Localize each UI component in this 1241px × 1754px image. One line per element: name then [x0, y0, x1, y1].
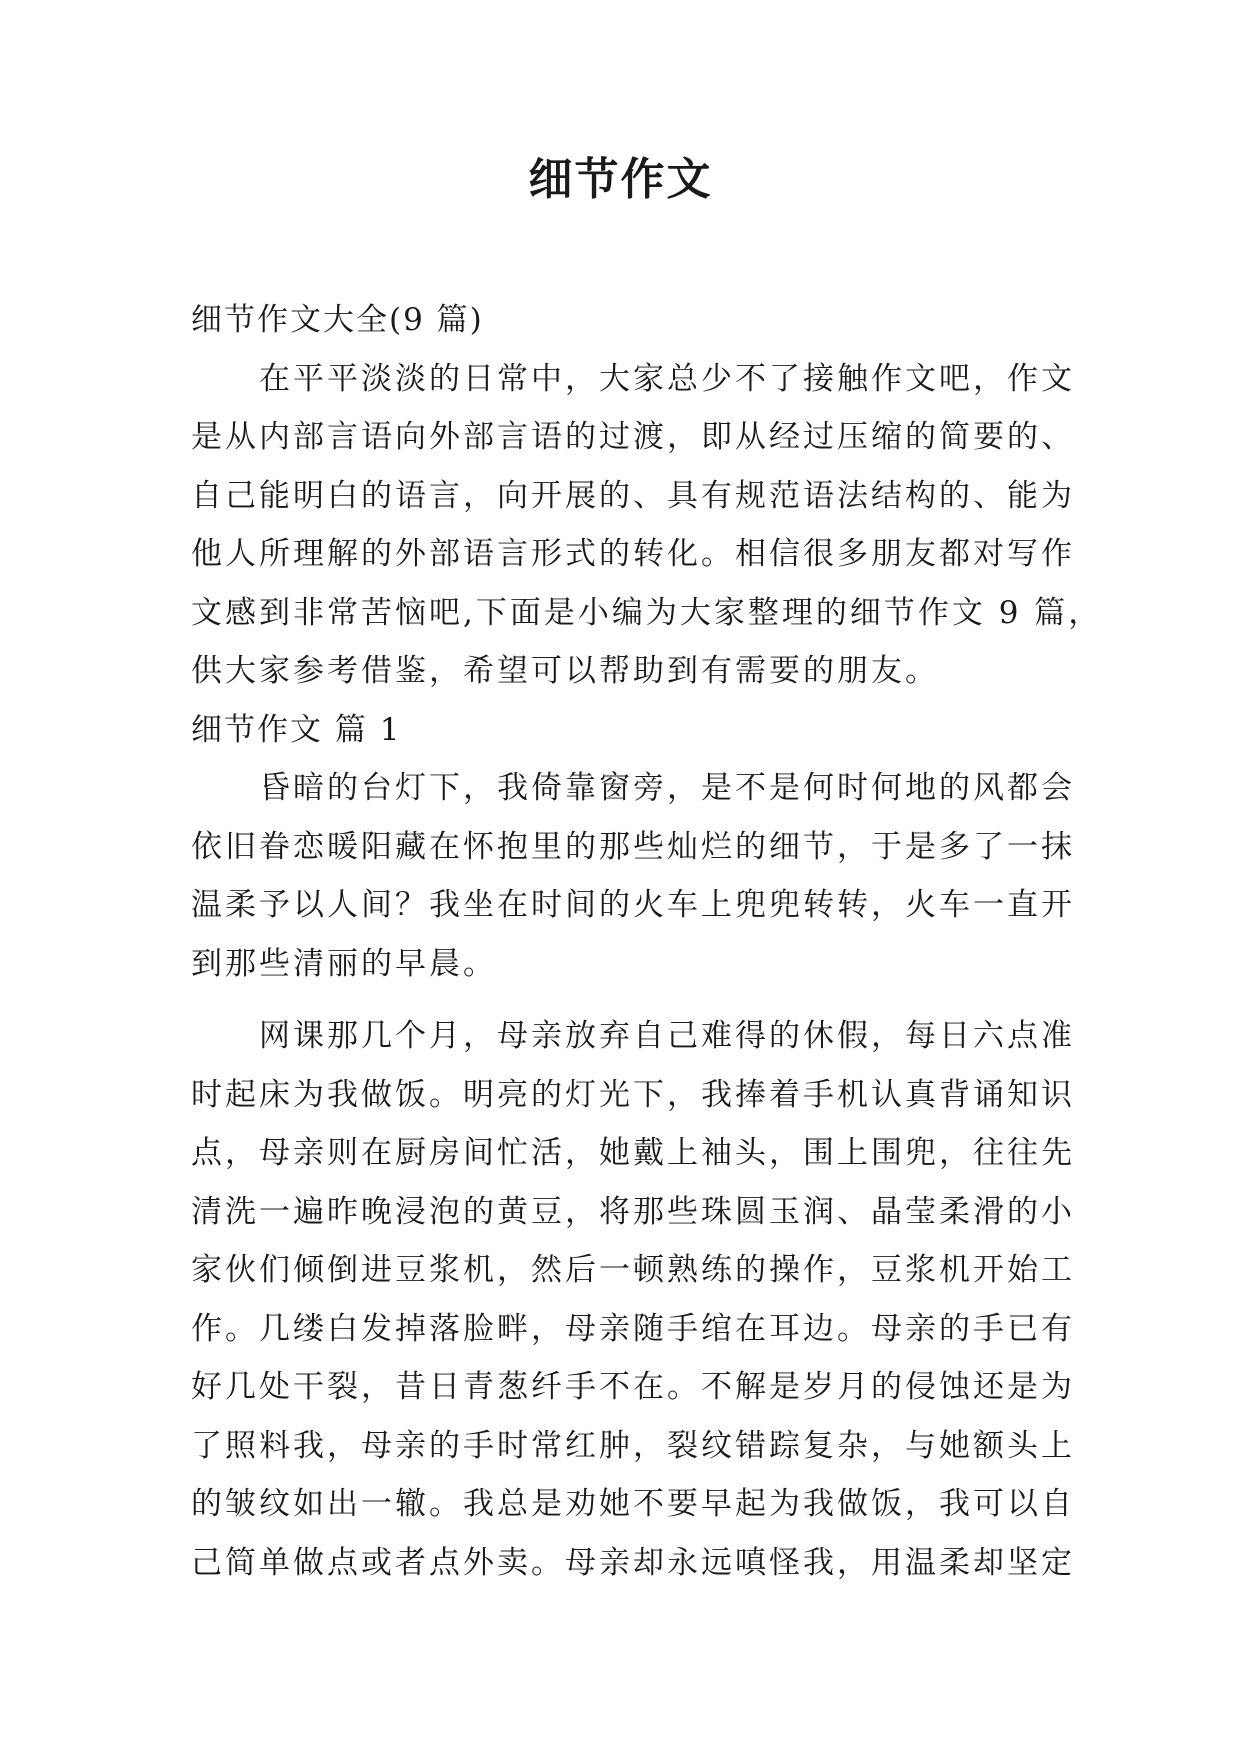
paragraph-line: 己简单做点或者点外卖。母亲却永远嗔怪我，用温柔却坚定	[191, 1544, 1075, 1581]
paragraph-line: 的皱纹如出一辙。我总是劝她不要早起为我做饭，我可以自	[191, 1486, 1075, 1522]
paragraph-line: 清洗一遍昨晚浸泡的黄豆，将那些珠圆玉润、晶莹柔滑的小	[191, 1193, 1075, 1230]
paragraph-line: 作。几缕白发掉落脸畔，母亲随手绾在耳边。母亲的手已有	[191, 1310, 1075, 1347]
intro-paragraph	[191, 350, 1103, 701]
paragraph-line: 在平平淡淡的日常中，大家总少不了接触作文吧，作文	[259, 360, 1075, 397]
paragraph-line: 是从内部言语向外部言语的过渡，即从经过压缩的简要的、	[191, 419, 1075, 455]
document-body	[191, 291, 1103, 1592]
paragraph-line: 点，母亲则在厨房间忙活，她戴上袖头，围上围兜，往往先	[191, 1135, 1075, 1171]
document-subtitle: 细节作文大全(9 篇)	[191, 302, 484, 338]
paragraph-line: 自己能明白的语言，向开展的、具有规范语法结构的、能为	[191, 477, 1075, 514]
paragraph-line: 昏暗的台灯下，我倚靠窗旁，是不是何时何地的风都会	[259, 770, 1075, 806]
paragraph-line: 依旧眷恋暖阳藏在怀抱里的那些灿烂的细节，于是多了一抹	[191, 828, 1075, 865]
paragraph-line: 时起床为我做饭。明亮的灯光下，我捧着手机认真背诵知识	[191, 1076, 1075, 1113]
paragraph-1	[191, 759, 1075, 993]
paragraph-line: 温柔予以人间？我坐在时间的火车上兜兜转转，火车一直开	[191, 887, 1075, 923]
paragraph-line: 文感到非常苦恼吧,下面是小编为大家整理的细节作文 9 篇，	[191, 594, 1103, 631]
paragraph-line: 了照料我，母亲的手时常红肿，裂纹错踪复杂，与她额头上	[191, 1427, 1075, 1464]
paragraph-line: 供大家参考借鉴，希望可以帮助到有需要的朋友。	[191, 653, 939, 689]
paragraph-line: 他人所理解的外部语言形式的转化。相信很多朋友都对写作	[191, 536, 1075, 572]
paragraph-line: 到那些清丽的早晨。	[191, 945, 497, 982]
paragraph-line: 好几处干裂，昔日青葱纤手不在。不解是岁月的侵蚀还是为	[191, 1369, 1075, 1405]
page-title: 细节作文	[528, 154, 713, 205]
paragraph-gap	[191, 993, 1071, 1007]
section-heading: 细节作文 篇 1	[191, 711, 402, 748]
paragraph-line: 网课那几个月，母亲放弃自己难得的休假，每日六点准	[259, 1018, 1075, 1054]
paragraph-2	[191, 1007, 1075, 1592]
paragraph-line: 家伙们倾倒进豆浆机，然后一顿熟练的操作，豆浆机开始工	[191, 1252, 1075, 1288]
